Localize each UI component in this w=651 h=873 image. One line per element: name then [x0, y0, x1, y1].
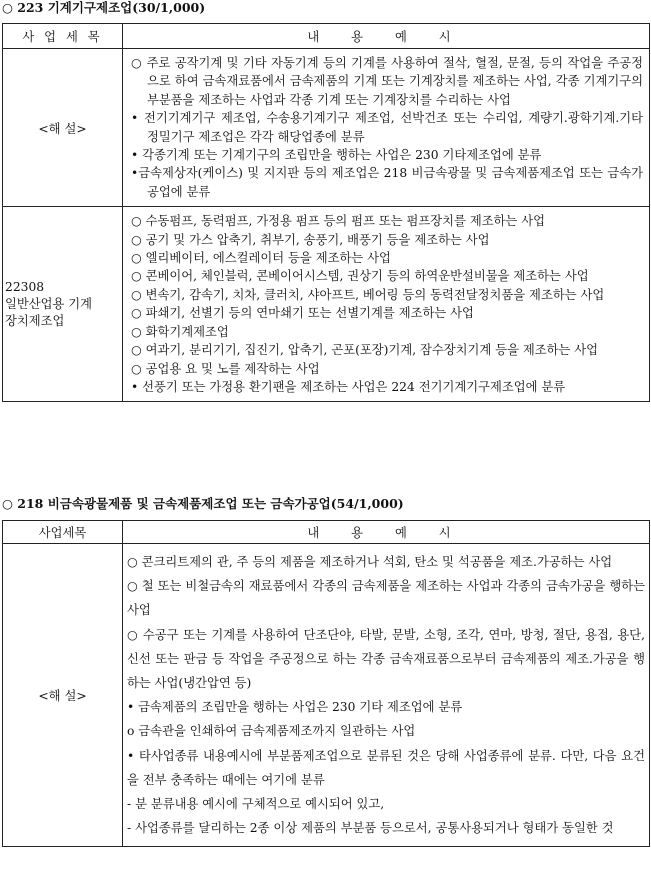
list-item: ○ 수동펌프, 동력펌프, 가정용 펌프 등의 펌프 또는 펌프장치를 제조하는 사업 — [131, 214, 546, 229]
table-row — [3, 207, 650, 402]
list-item: ○ 공업용 요 및 노를 제작하는 사업 — [131, 361, 320, 376]
section-1-table — [2, 23, 650, 402]
section-2-title: ○ 218 비금속광물제품 및 금속제품제조업 또는 금속가공업(54/1,000) — [2, 496, 404, 511]
list-item: ○ 공기 및 가스 압축기, 취부기, 송풍기, 배풍기 등을 제조하는 사업 — [131, 232, 490, 247]
list-item: - 사업종류를 달리하는 2종 이상 제품의 부분품 등으로서, 공통사용되거나 형태가 동일한 것 — [127, 821, 614, 836]
list-item: - 분 분류내용 예시에 구체적으로 예시되어 있고, — [127, 797, 385, 812]
list-item: ○ 철 또는 비철금속의 재료품에서 각종의 금속제품을 제조하는 사업과 각종의 금속가공을 행하는 사업 — [127, 579, 645, 618]
header-content-examples — [123, 521, 650, 544]
list-item: ○ 콘크리트제의 관, 주 등의 제품을 제조하거나 석회, 탄소 및 석공품을 제조.가공하는 사업 — [127, 555, 613, 569]
header-category: 사업세목 — [3, 521, 123, 544]
table-row — [3, 49, 650, 207]
header-content-label: 내 용 예 시 — [307, 526, 465, 540]
table-header-row — [3, 24, 650, 49]
row-label-22308 — [3, 207, 123, 402]
row-label-commentary: <해 설> — [3, 49, 123, 207]
table-header-row — [3, 521, 650, 544]
list-item: •금속제상자(케이스) 및 지지판 등의 제조업은 218 비금속광물 및 금속제품제조업 또는 금속가공업에 분류 — [131, 166, 643, 199]
row-label-commentary: <해 설> — [3, 544, 123, 847]
list-item: • 타사업종류 내용예시에 부분품제조업으로 분류된 것은 당해 사업종류에 분류. 다만, 다음 요건을 전부 충족하는 때에는 여기에 분류 — [127, 748, 645, 787]
list-item: ○ 주로 공작기계 및 기타 자동기계 등의 기계를 사용하여 절삭, 혈절, 문절, 등의 작업을 주공정으로 하여 금속재료품에서 금속제품의 기계 또는 기계장치를 제조하는 사업, 각종 기계기구의 부분품을 제조하는 사업과 각종 기계 또는 기계장치를 수리하는 사업 — [131, 56, 643, 107]
row-label-code: 22308 — [5, 279, 45, 294]
table-row — [3, 544, 650, 847]
list-item: ○ 변속기, 감속기, 치차, 클러치, 샤아프트, 베어링 등의 동력전달정치품을 제조하는 사업 — [131, 287, 605, 302]
row-content — [123, 49, 650, 207]
list-item: • 선풍기 또는 가정용 환기팬을 제조하는 사업은 224 전기기계기구제조업에 분류 — [131, 379, 566, 394]
header-content-label: 내 용 예 시 — [307, 30, 465, 44]
list-item: ○ 여과기, 분리기기, 집진기, 압축기, 곤포(포장)기계, 잠수장치기계 등을 제조하는 사업 — [131, 343, 599, 358]
list-item: • 금속제품의 조립만을 행하는 사업은 230 기타 제조업에 분류 — [127, 700, 463, 715]
list-item: • 전기기계기구 제조업, 수송용기계기구 제조업, 선박건조 또는 수리업, 계량기.광학기계.기타 정밀기구 제조업은 각각 해당업종에 분류 — [131, 111, 643, 144]
list-item: ○ 콘베이어, 체인블럭, 콘베이어시스템, 권상기 등의 하역운반설비물을 제조하는 사업 — [131, 269, 589, 284]
row-label-name: 일반산업용 기계 — [5, 296, 93, 311]
header-category: 사 업 세 목 — [3, 24, 123, 49]
list-item: o 금속관을 인쇄하여 금속제품제조까지 일관하는 사업 — [127, 724, 416, 739]
list-item: ○ 파쇄기, 선별기 등의 연마쇄기 또는 선별기계를 제조하는 사업 — [131, 306, 474, 321]
list-item: ○ 수공구 또는 기계를 사용하여 단조단야, 타발, 문발, 소형, 조각, 연마, 방청, 절단, 용접, 용단, 신선 또는 판금 등 작업을 주공정으로 하는 각종 금속재료품으로부터 금속제품의 제조.가공을 행하는 사업(냉간압연 등) — [127, 627, 645, 691]
header-content-examples — [123, 24, 650, 49]
list-item: • 각종기계 또는 기계기구의 조립만을 행하는 사업은 230 기타제조업에 분류 — [131, 148, 542, 163]
section-1-title: ○ 223 기계기구제조업(30/1,000) — [2, 0, 206, 15]
section-2-table — [2, 520, 650, 847]
list-item: ○ 화학기계제조업 — [131, 324, 229, 339]
row-label-name-cont: 장치제조업 — [5, 313, 65, 328]
row-content — [123, 207, 650, 402]
row-content — [123, 544, 650, 847]
list-item: ○ 엘리베이터, 에스컬레이터 등을 제조하는 사업 — [131, 251, 391, 266]
